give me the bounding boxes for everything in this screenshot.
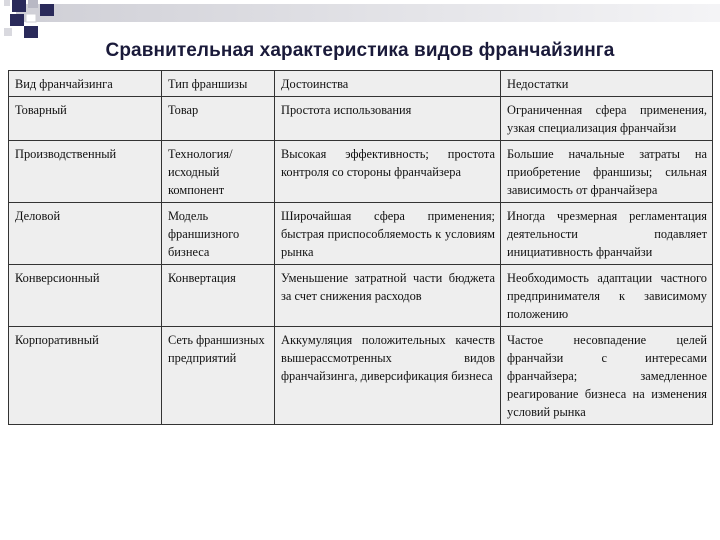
page-title: Сравнительная характеристика видов франчайзинга	[105, 40, 615, 61]
table-cell: Частое несовпадение целей франчайзи с интересами франчайзера; замедленное реагирование бизнеса на изменения условий рынка	[501, 327, 713, 425]
header-cell-advantages: Достоинства	[275, 71, 501, 97]
table-header-row	[9, 71, 713, 97]
table-cell: Аккумуляция положительных качеств вышерассмотренных видов франчайзинга, диверсификация бизнеса	[275, 327, 501, 425]
table-row	[9, 265, 713, 327]
table-cell: Высокая эффективность; простота контроля со стороны франчайзера	[275, 141, 501, 203]
table-cell: Корпоративный	[9, 327, 162, 425]
table-cell: Конвертация	[162, 265, 275, 327]
table-cell: Необходимость адаптации частного предпринимателя к зависимому положению	[501, 265, 713, 327]
table-cell: Широчайшая сфера применения; быстрая приспособляемость к условиям рынка	[275, 203, 501, 265]
table-cell: Модель франшизного бизнеса	[162, 203, 275, 265]
table-row	[9, 141, 713, 203]
table-cell: Деловой	[9, 203, 162, 265]
table-cell: Простота использования	[275, 97, 501, 141]
table-cell: Ограниченная сфера применения, узкая специализация франчайзи	[501, 97, 713, 141]
header-cell-franchise-kind: Тип франшизы	[162, 71, 275, 97]
table-cell: Большие начальные затраты на приобретение франшизы; сильная зависимость от франчайзера	[501, 141, 713, 203]
table-row	[9, 97, 713, 141]
table-row	[9, 327, 713, 425]
table-cell: Конверсионный	[9, 265, 162, 327]
header-cell-type: Вид франчайзинга	[9, 71, 162, 97]
table-cell: Производственный	[9, 141, 162, 203]
table-cell: Сеть франшизных предприятий	[162, 327, 275, 425]
header-cell-disadvantages: Недостатки	[501, 71, 713, 97]
decorative-header-squares	[0, 0, 720, 40]
table-row	[9, 203, 713, 265]
comparison-table	[8, 70, 713, 425]
table-cell: Товар	[162, 97, 275, 141]
table-cell: Уменьшение затратной части бюджета за счет снижения расходов	[275, 265, 501, 327]
table-cell: Технология/ исходный компонент	[162, 141, 275, 203]
table-cell: Товарный	[9, 97, 162, 141]
table-cell: Иногда чрезмерная регламентация деятельности подавляет инициативность франчайзи	[501, 203, 713, 265]
